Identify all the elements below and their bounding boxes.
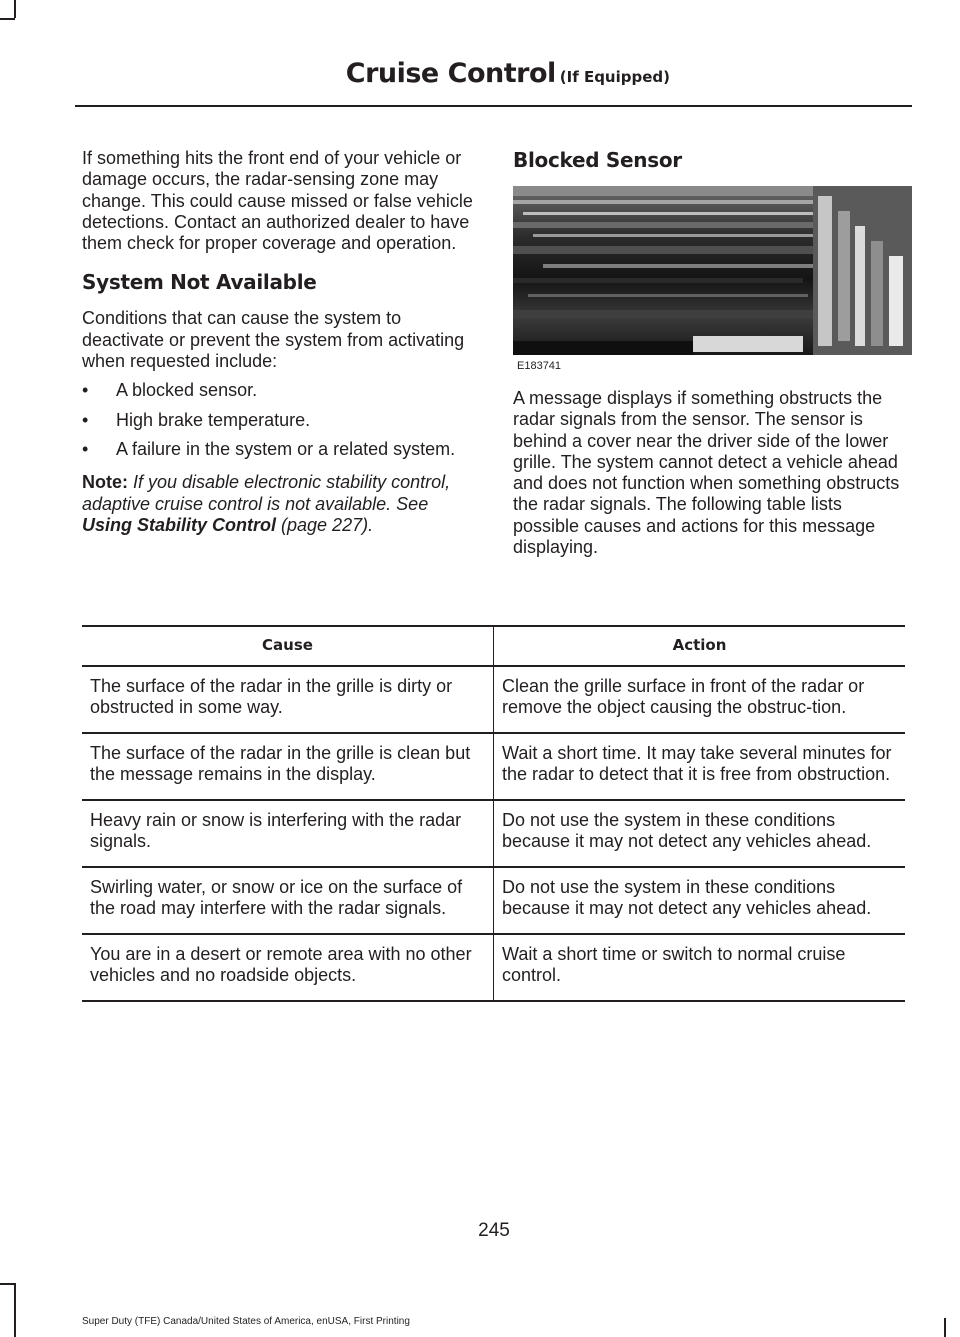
- table-header-row: [82, 626, 905, 666]
- cause-cell: You are in a desert or remote area with no other vehicles and no roadside objects.: [82, 934, 494, 1001]
- figure-id: E183741: [517, 360, 562, 372]
- cause-cell: The surface of the radar in the grille is dirty or obstructed in some way.: [82, 666, 494, 733]
- grille-sensor-illustration: [513, 186, 912, 355]
- cause-cell: The surface of the radar in the grille is clean but the message remains in the display.: [82, 733, 494, 800]
- list-item: • High brake temperature.: [82, 410, 477, 431]
- page-subtitle: (If Equipped): [559, 68, 670, 86]
- crop-mark: [944, 1318, 946, 1337]
- crop-mark: [0, 1283, 15, 1285]
- blocked-sensor-paragraph: A message displays if something obstructs the radar signals from the sensor. The sensor is behind a cover near the driver side of the lower grille. The system cannot detect a vehicle ahead and does not function when something obstructs the radar signals. The following table lists possible causes and actions for this message displaying.: [513, 388, 900, 558]
- section-heading-blocked-sensor: Blocked Sensor: [513, 148, 682, 172]
- conditions-list: [82, 380, 477, 460]
- column-header-cause: Cause: [82, 626, 494, 666]
- table-row: [82, 733, 905, 800]
- conditions-paragraph: Conditions that can cause the system to deactivate or prevent the system from activating when requested include:: [82, 308, 465, 372]
- note-page-ref: (page 227).: [276, 514, 374, 535]
- left-column: [82, 148, 477, 536]
- grille-sensor-photo: [513, 186, 912, 355]
- right-column: [513, 148, 912, 574]
- action-cell: Clean the grille surface in front of the radar or remove the object causing the obstruc-tion.: [494, 666, 906, 733]
- page-number: 245: [478, 1220, 510, 1241]
- note-label: Note:: [82, 472, 128, 493]
- list-item: • A failure in the system or a related system.: [82, 439, 477, 460]
- action-cell: Do not use the system in these conditions because it may not detect any vehicles ahead.: [494, 867, 906, 934]
- action-cell: Do not use the system in these conditions because it may not detect any vehicles ahead.: [494, 800, 906, 867]
- section-heading-system-not-available: System Not Available: [82, 270, 317, 295]
- crop-mark: [0, 18, 15, 20]
- footer-printing-info: Super Duty (TFE) Canada/United States of America, enUSA, First Printing: [82, 1316, 410, 1327]
- cause-cell: Swirling water, or snow or ice on the surface of the road may interfere with the radar signals.: [82, 867, 494, 934]
- crop-mark: [14, 1283, 16, 1337]
- cause-action-table: [82, 625, 905, 1002]
- intro-paragraph: If something hits the front end of your vehicle or damage occurs, the radar-sensing zone may change. This could cause missed or false vehicle detections. Contact an authorized dealer to have them check for proper coverage and operation.: [82, 148, 473, 254]
- table-row: [82, 800, 905, 867]
- stability-control-link[interactable]: Using Stability Control: [82, 514, 277, 535]
- note-paragraph: [82, 472, 477, 536]
- cause-cell: Heavy rain or snow is interfering with the radar signals.: [82, 800, 494, 867]
- action-cell: Wait a short time or switch to normal cruise control.: [494, 934, 906, 1001]
- note-text: If you disable electronic stability control, adaptive cruise control is not available. See: [82, 472, 451, 514]
- column-header-action: Action: [494, 626, 906, 666]
- crop-mark: [14, 0, 16, 18]
- table-row: [82, 934, 905, 1001]
- page-header: [346, 58, 670, 89]
- page-title: Cruise Control: [345, 58, 556, 89]
- list-item: • A blocked sensor.: [82, 380, 477, 401]
- header-rule: [75, 105, 912, 107]
- table-row: [82, 666, 905, 733]
- action-cell: Wait a short time. It may take several minutes for the radar to detect that it is free from obstruction.: [494, 733, 906, 800]
- table-row: [82, 867, 905, 934]
